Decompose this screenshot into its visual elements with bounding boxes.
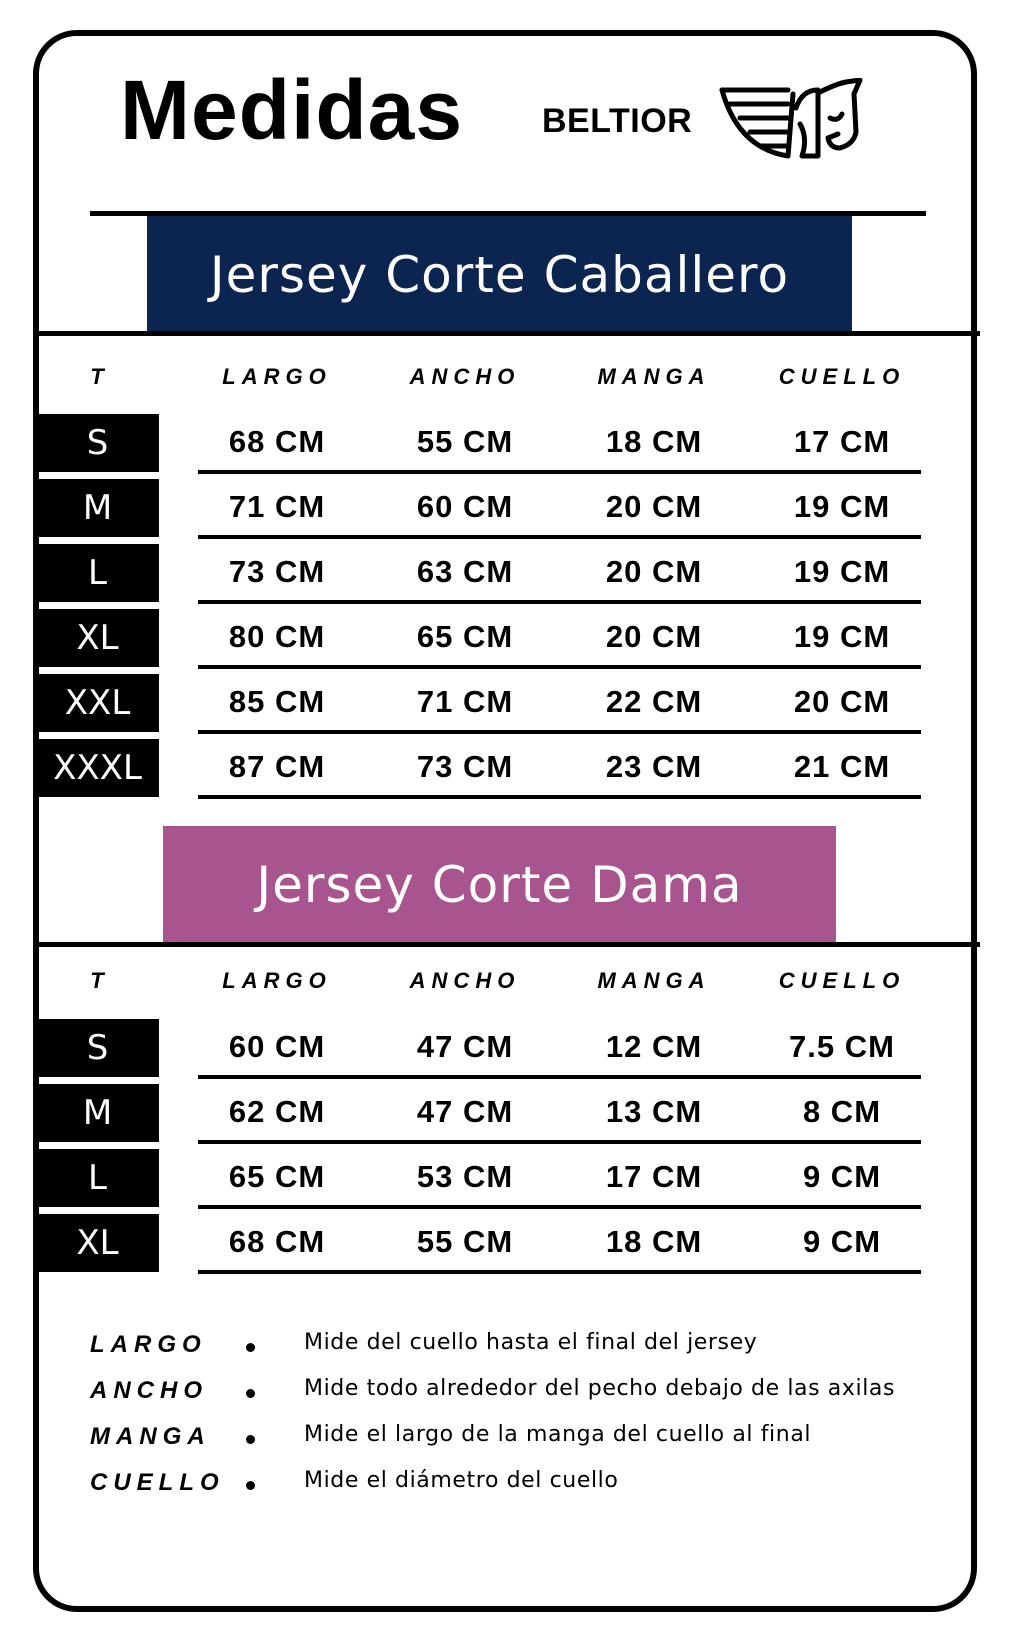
measurement-cuello: 7.5 CM [789, 1029, 895, 1064]
bullet-icon [246, 1343, 255, 1352]
column-header-ancho: ANCHO [409, 364, 521, 389]
column-header-manga: MANGA [597, 364, 711, 389]
size-label: M [36, 1084, 159, 1142]
measurement-manga: 20 CM [605, 489, 703, 524]
glossary-description: Mide del cuello hasta el final del jersey [304, 1330, 758, 1355]
measurement-cuello: 19 CM [793, 619, 891, 654]
row-divider [198, 1270, 921, 1274]
women-section-title: Jersey Corte Dama [163, 826, 836, 944]
men-section-divider [36, 331, 980, 336]
bullet-icon [246, 1389, 255, 1398]
measurement-ancho: 73 CM [416, 749, 514, 784]
measurement-largo: 80 CM [228, 619, 326, 654]
size-label: XXXL [36, 739, 159, 797]
measurement-largo: 71 CM [228, 489, 326, 524]
measurement-largo: 73 CM [228, 554, 326, 589]
row-divider [198, 1205, 921, 1209]
size-label: L [36, 544, 159, 602]
measurement-cuello: 20 CM [793, 684, 891, 719]
glossary-term: LARGO [90, 1331, 207, 1358]
measurement-ancho: 60 CM [416, 489, 514, 524]
column-header-largo: LARGO [222, 968, 332, 993]
measurement-ancho: 47 CM [416, 1029, 514, 1064]
size-label: XL [36, 1214, 159, 1272]
measurement-cuello: 19 CM [793, 554, 891, 589]
measurement-cuello: 19 CM [793, 489, 891, 524]
row-divider [198, 730, 921, 734]
measurement-manga: 20 CM [605, 554, 703, 589]
column-header-size: T [90, 364, 110, 389]
measurement-manga: 20 CM [605, 619, 703, 654]
brand-name: BELTIOR [542, 102, 693, 140]
measurement-manga: 17 CM [605, 1159, 703, 1194]
measurement-manga: 18 CM [605, 424, 703, 459]
measurement-manga: 22 CM [605, 684, 703, 719]
measurement-ancho: 55 CM [416, 1224, 514, 1259]
women-section-divider [36, 942, 980, 947]
winged-horse-logo-icon [718, 78, 868, 160]
size-label: L [36, 1149, 159, 1207]
row-divider [198, 470, 921, 474]
measurement-manga: 13 CM [605, 1094, 703, 1129]
measurement-cuello: 9 CM [802, 1224, 882, 1259]
measurement-cuello: 21 CM [793, 749, 891, 784]
glossary-description: Mide todo alrededor del pecho debajo de las axilas [304, 1376, 896, 1401]
measurement-largo: 62 CM [228, 1094, 326, 1129]
bullet-icon [246, 1481, 255, 1490]
measurement-largo: 60 CM [228, 1029, 326, 1064]
measurement-ancho: 47 CM [416, 1094, 514, 1129]
measurement-cuello: 8 CM [802, 1094, 882, 1129]
measurement-manga: 18 CM [605, 1224, 703, 1259]
column-header-manga: MANGA [597, 968, 711, 993]
column-header-largo: LARGO [222, 364, 332, 389]
column-header-cuello: CUELLO [778, 364, 906, 389]
measurement-manga: 23 CM [605, 749, 703, 784]
bullet-icon [246, 1435, 255, 1444]
size-label: S [36, 414, 159, 472]
column-header-ancho: ANCHO [409, 968, 521, 993]
glossary-description: Mide el largo de la manga del cuello al final [304, 1422, 812, 1447]
row-divider [198, 665, 921, 669]
measurement-ancho: 63 CM [416, 554, 514, 589]
measurement-cuello: 17 CM [793, 424, 891, 459]
men-section-title: Jersey Corte Caballero [147, 216, 852, 333]
page-title: Medidas [120, 63, 464, 157]
glossary-term: ANCHO [90, 1377, 208, 1404]
measurement-ancho: 55 CM [416, 424, 514, 459]
column-header-size: T [90, 968, 110, 993]
row-divider [198, 1140, 921, 1144]
row-divider [198, 535, 921, 539]
measurement-cuello: 9 CM [802, 1159, 882, 1194]
measurement-ancho: 71 CM [416, 684, 514, 719]
measurement-largo: 65 CM [228, 1159, 326, 1194]
measurement-largo: 87 CM [228, 749, 326, 784]
measurement-manga: 12 CM [605, 1029, 703, 1064]
measurement-largo: 85 CM [228, 684, 326, 719]
glossary-term: MANGA [90, 1423, 211, 1450]
size-label: XL [36, 609, 159, 667]
glossary-description: Mide el diámetro del cuello [304, 1468, 619, 1493]
size-label: XXL [36, 674, 159, 732]
size-label: S [36, 1019, 159, 1077]
row-divider [198, 1075, 921, 1079]
size-label: M [36, 479, 159, 537]
column-header-cuello: CUELLO [778, 968, 906, 993]
row-divider [198, 795, 921, 799]
row-divider [198, 600, 921, 604]
measurement-largo: 68 CM [228, 424, 326, 459]
measurement-largo: 68 CM [228, 1224, 326, 1259]
measurement-ancho: 65 CM [416, 619, 514, 654]
glossary-term: CUELLO [90, 1469, 225, 1496]
measurement-ancho: 53 CM [416, 1159, 514, 1194]
